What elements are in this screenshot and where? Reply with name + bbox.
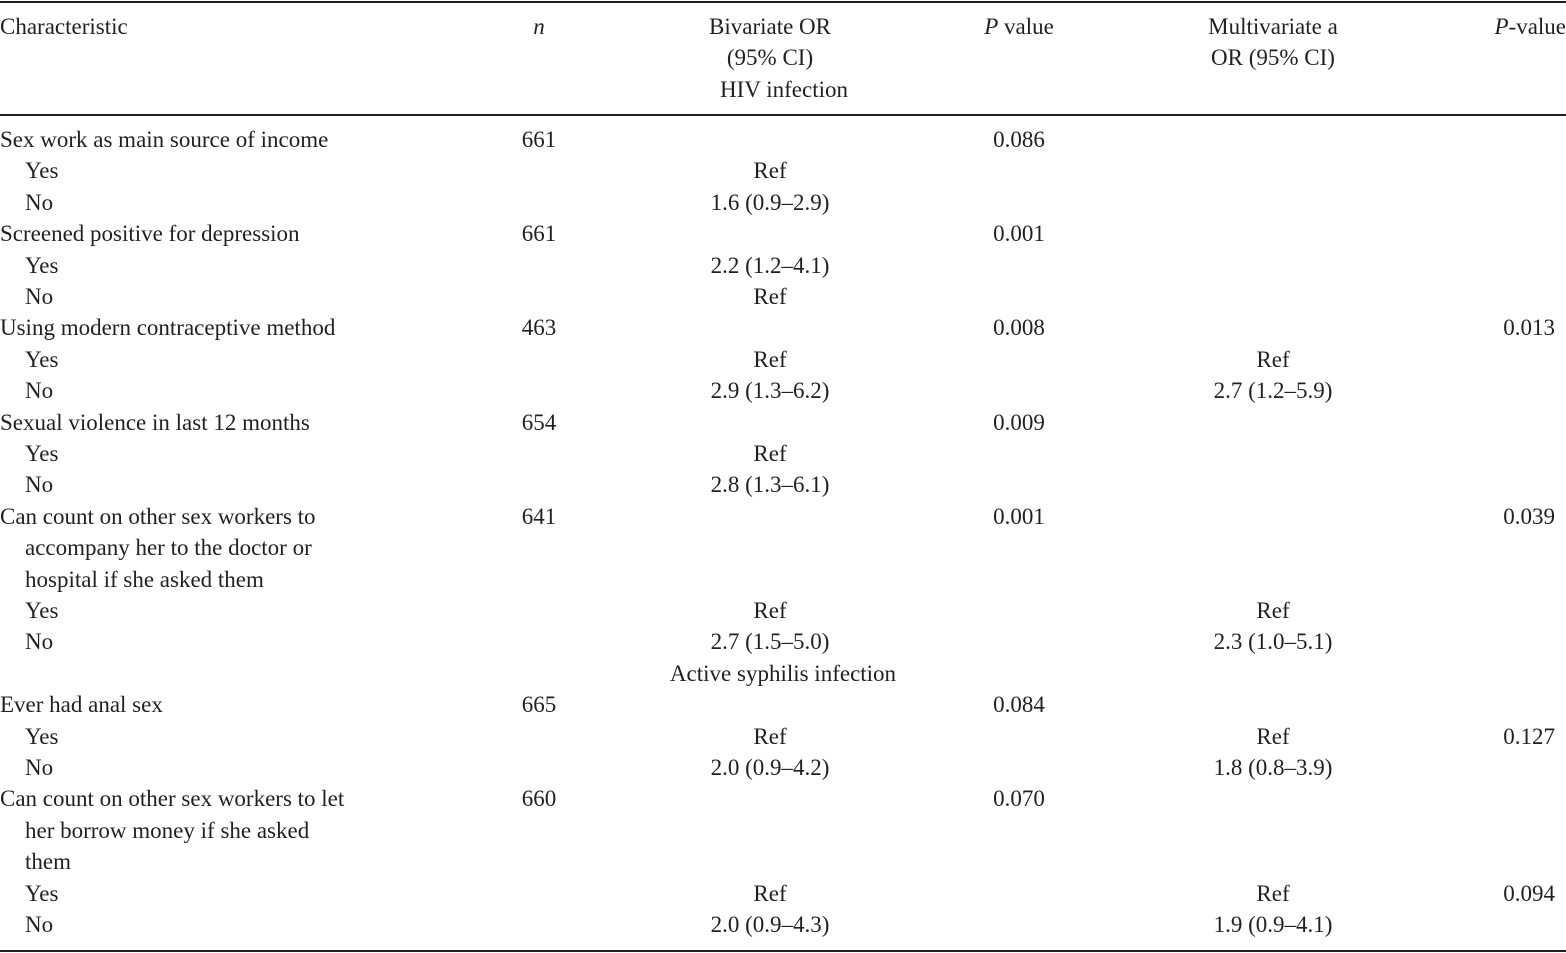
row-label: Yes: [25, 723, 59, 749]
row-label: Using modern contraceptive method: [0, 315, 336, 341]
cell-bivariate-or: 2.2 (1.2–4.1): [710, 252, 830, 278]
cell-multivariate-or: 1.9 (0.9–4.1): [1213, 912, 1333, 937]
cell-multivariate-p: 0.039: [1503, 503, 1555, 529]
cell-multivariate-p: 0.013: [1503, 315, 1555, 341]
cell-bivariate-or: 2.0 (0.9–4.3): [710, 912, 830, 937]
cell-multivariate-p: 0.094: [1503, 880, 1555, 906]
row-label: them: [25, 849, 71, 875]
row-label: No: [25, 472, 54, 498]
row-label: Screened positive for depression: [0, 221, 300, 247]
cell-p-value: 0.001: [993, 503, 1045, 529]
header-bivariate-line3: HIV infection: [720, 76, 848, 102]
header-n-label: n: [533, 14, 545, 39]
cell-bivariate-or: Ref: [753, 346, 787, 372]
header-characteristic: Characteristic: [0, 14, 128, 39]
cell-p-value: 0.008: [993, 315, 1045, 341]
cell-bivariate-or: 2.9 (1.3–6.2): [710, 378, 830, 404]
row-label: Sexual violence in last 12 months: [0, 409, 310, 435]
cell-multivariate-or: Ref: [1256, 880, 1290, 906]
top-rule: [0, 1, 1566, 3]
row-label: Yes: [25, 252, 59, 278]
cell-bivariate-or: 2.8 (1.3–6.1): [710, 472, 830, 498]
cell-bivariate-or: Ref: [753, 284, 787, 309]
cell-n: 641: [521, 503, 557, 529]
row-label: Yes: [25, 158, 59, 184]
header-bivariate-or: [692, 11, 848, 105]
cell-p-value: 0.001: [993, 221, 1045, 247]
section-heading: Active syphilis infection: [669, 660, 897, 686]
row-label: Can count on other sex workers to: [0, 503, 316, 529]
header-multivariate-line1: Multivariate a: [1208, 14, 1338, 39]
row-label: Can count on other sex workers to let: [0, 786, 345, 812]
row-label: hospital if she asked them: [25, 566, 264, 592]
cell-n: 661: [521, 221, 557, 247]
row-label: Yes: [25, 346, 59, 372]
cell-bivariate-or: Ref: [753, 880, 787, 906]
header-multivariate-or: [1208, 11, 1338, 74]
cell-multivariate-p: 0.127: [1503, 723, 1555, 749]
cell-bivariate-or: 1.6 (0.9–2.9): [710, 189, 830, 215]
row-label: Yes: [25, 441, 59, 466]
header-rule: [0, 114, 1566, 116]
row-label: No: [25, 629, 54, 655]
cell-bivariate-or: 2.7 (1.5–5.0): [710, 629, 830, 655]
row-label: No: [25, 189, 54, 215]
row-label: accompany her to the doctor or: [25, 535, 312, 561]
row-label: Yes: [25, 880, 59, 906]
cell-n: 665: [521, 692, 557, 718]
header-p-value-2: [1494, 11, 1566, 42]
cell-bivariate-or: Ref: [753, 158, 787, 184]
row-label: her borrow money if she asked: [25, 817, 310, 843]
header-p-value-2-italic: P: [1494, 14, 1509, 39]
row-label: No: [25, 378, 54, 404]
header-p-value: [984, 11, 1054, 42]
cell-n: 661: [521, 127, 557, 152]
cell-p-value: 0.084: [993, 692, 1045, 718]
header-bivariate-line2: (95% CI): [726, 45, 814, 71]
cell-bivariate-or: Ref: [753, 723, 787, 749]
row-label: Ever had anal sex: [0, 692, 163, 718]
bottom-rule: [0, 950, 1566, 952]
row-label: Yes: [25, 598, 59, 623]
cell-multivariate-or: Ref: [1256, 598, 1290, 623]
cell-n: 463: [521, 315, 557, 341]
row-label: No: [25, 284, 54, 309]
cell-multivariate-or: 2.3 (1.0–5.1): [1213, 629, 1333, 655]
row-label: Sex work as main source of income: [0, 127, 329, 152]
header-multivariate-line2: OR (95% CI): [1211, 45, 1335, 71]
header-p-value-italic: P: [984, 14, 999, 39]
cell-bivariate-or: 2.0 (0.9–4.2): [710, 755, 830, 780]
cell-bivariate-or: Ref: [753, 441, 787, 466]
header-p-value-2-rest: -value: [1508, 14, 1566, 39]
row-label: No: [25, 912, 54, 937]
cell-n: 660: [521, 786, 557, 812]
row-label: No: [25, 755, 54, 780]
header-n: [533, 11, 545, 42]
cell-multivariate-or: 2.7 (1.2–5.9): [1213, 378, 1333, 404]
cell-p-value: 0.009: [993, 409, 1045, 435]
cell-n: 654: [521, 409, 557, 435]
cell-bivariate-or: Ref: [753, 598, 787, 623]
header-bivariate-line1: Bivariate OR: [709, 14, 831, 39]
cell-p-value: 0.086: [993, 127, 1045, 152]
cell-p-value: 0.070: [993, 786, 1045, 812]
cell-multivariate-or: 1.8 (0.8–3.9): [1213, 755, 1333, 780]
cell-multivariate-or: Ref: [1256, 346, 1290, 372]
cell-multivariate-or: Ref: [1256, 723, 1290, 749]
header-p-value-rest: value: [1004, 14, 1054, 39]
